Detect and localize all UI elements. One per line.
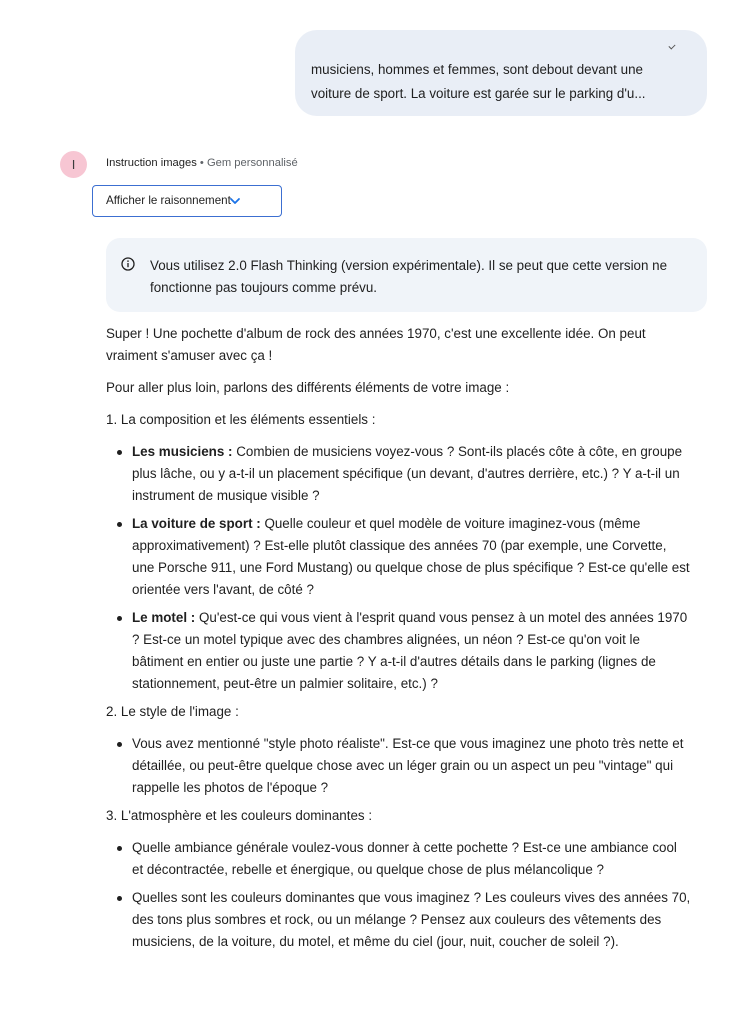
list-item-text: stationnement, peut-être un palmier solitaire, etc.) ? xyxy=(132,676,438,691)
list-item xyxy=(106,887,712,953)
list-item-text: des tons plus sombres et rock, ou un mélange ? Pensez aux couleurs des vêtements des xyxy=(132,912,662,927)
show-reasoning-label: Afficher le raisonnement xyxy=(106,194,231,207)
gem-separator: • xyxy=(196,157,207,169)
experimental-notice xyxy=(106,238,707,312)
list-item-text: ? Est-ce un motel typique avec des chambres alignées, un néon ? Est-ce qu'on voit le xyxy=(132,632,640,647)
list-item-text: une Porsche 911, une Ford Mustang) ou quelque chose de plus spécifique ? Est-ce qu'elle est xyxy=(132,560,690,575)
list-item-text: Quelles sont les couleurs dominantes que vous imaginez ? Les couleurs vives des années 70, xyxy=(132,890,691,905)
user-message-line: musiciens, hommes et femmes, sont debout devant une xyxy=(311,62,643,77)
section-heading: 3. L'atmosphère et les couleurs dominantes : xyxy=(106,808,373,823)
info-icon xyxy=(121,257,135,271)
list-item-text: détaillée, ou peut-être quelque chose avec un léger grain ou un aspect un peu "vintage" qui xyxy=(132,758,674,773)
list-item-text: musiciens, de la voiture, du motel, et même du ciel (jour, nuit, coucher de soleil ?). xyxy=(132,934,619,949)
list-item-text: orientée vers l'avant, de côté ? xyxy=(132,582,314,597)
list-item xyxy=(106,607,712,695)
list-item-text: approximativement) ? Est-elle plutôt classique des années 70 (par exemple, une Corvette, xyxy=(132,538,667,553)
section-heading: 1. La composition et les éléments essentiels : xyxy=(106,412,376,427)
section-heading: 2. Le style de l'image : xyxy=(106,704,239,719)
notice-line: fonctionne pas toujours comme prévu. xyxy=(150,280,378,295)
gem-avatar: I xyxy=(60,151,87,178)
section-list xyxy=(106,837,712,953)
list-item-text: Vous avez mentionné "style photo réaliste". Est-ce que vous imaginez une photo très nette et xyxy=(132,736,684,751)
list-item-title: Les musiciens : xyxy=(132,444,233,459)
list-item-text: Qu'est-ce qui vous vient à l'esprit quand vous pensez à un motel des années 1970 xyxy=(195,610,688,625)
user-message-bubble xyxy=(295,30,707,116)
intro-line: Super ! Une pochette d'album de rock des années 1970, c'est une excellente idée. On peut xyxy=(106,326,646,341)
list-item xyxy=(106,513,712,601)
list-item-text: Quelle ambiance générale voulez-vous donner à cette pochette ? Est-ce une ambiance cool xyxy=(132,840,677,855)
gem-subtitle: Gem personnalisé xyxy=(206,157,298,169)
list-item xyxy=(106,837,712,881)
list-item-text: instrument de musique visible ? xyxy=(132,488,320,503)
section-list xyxy=(106,733,712,799)
user-message-line: voiture de sport. La voiture est garée sur le parking d'u... xyxy=(311,86,646,101)
notice-line: Vous utilisez 2.0 Flash Thinking (version expérimentale). Il se peut que cette version ne xyxy=(150,258,668,273)
response-body xyxy=(106,323,712,959)
list-item-text: Combien de musiciens voyez-vous ? Sont-ils placés côte à côte, en groupe xyxy=(232,444,683,459)
expand-chevron-icon[interactable] xyxy=(668,42,675,49)
show-reasoning-button[interactable] xyxy=(92,185,282,217)
list-item-text: plus lâche, ou y a-t-il un placement spécifique (un devant, d'autres derrière, etc.) ? Y a-t-il un xyxy=(132,466,680,481)
list-item-text: bâtiment en entier ou juste une partie ? Y a-t-il d'autres détails dans le parking (lignes de xyxy=(132,654,656,669)
list-item-title: Le motel : xyxy=(132,610,196,625)
gem-name: Instruction images xyxy=(106,157,197,169)
section-list xyxy=(106,441,712,695)
list-item xyxy=(106,733,712,799)
intro-paragraph xyxy=(106,323,712,367)
list-item-text: et décontractée, rebelle et énergique, ou quelque chose de plus mélancolique ? xyxy=(132,862,604,877)
chevron-down-icon xyxy=(229,195,241,207)
lead-paragraph: Pour aller plus loin, parlons des différents éléments de votre image : xyxy=(106,380,510,395)
list-item-title: La voiture de sport : xyxy=(132,516,261,531)
intro-line: vraiment s'amuser avec ça ! xyxy=(106,348,273,363)
list-item xyxy=(106,441,712,507)
bottom-fade xyxy=(0,984,755,1024)
list-item-text: rappelle les photos de l'époque ? xyxy=(132,780,329,795)
list-item-text: Quelle couleur et quel modèle de voiture imaginez-vous (même xyxy=(260,516,641,531)
gem-header xyxy=(106,157,298,169)
